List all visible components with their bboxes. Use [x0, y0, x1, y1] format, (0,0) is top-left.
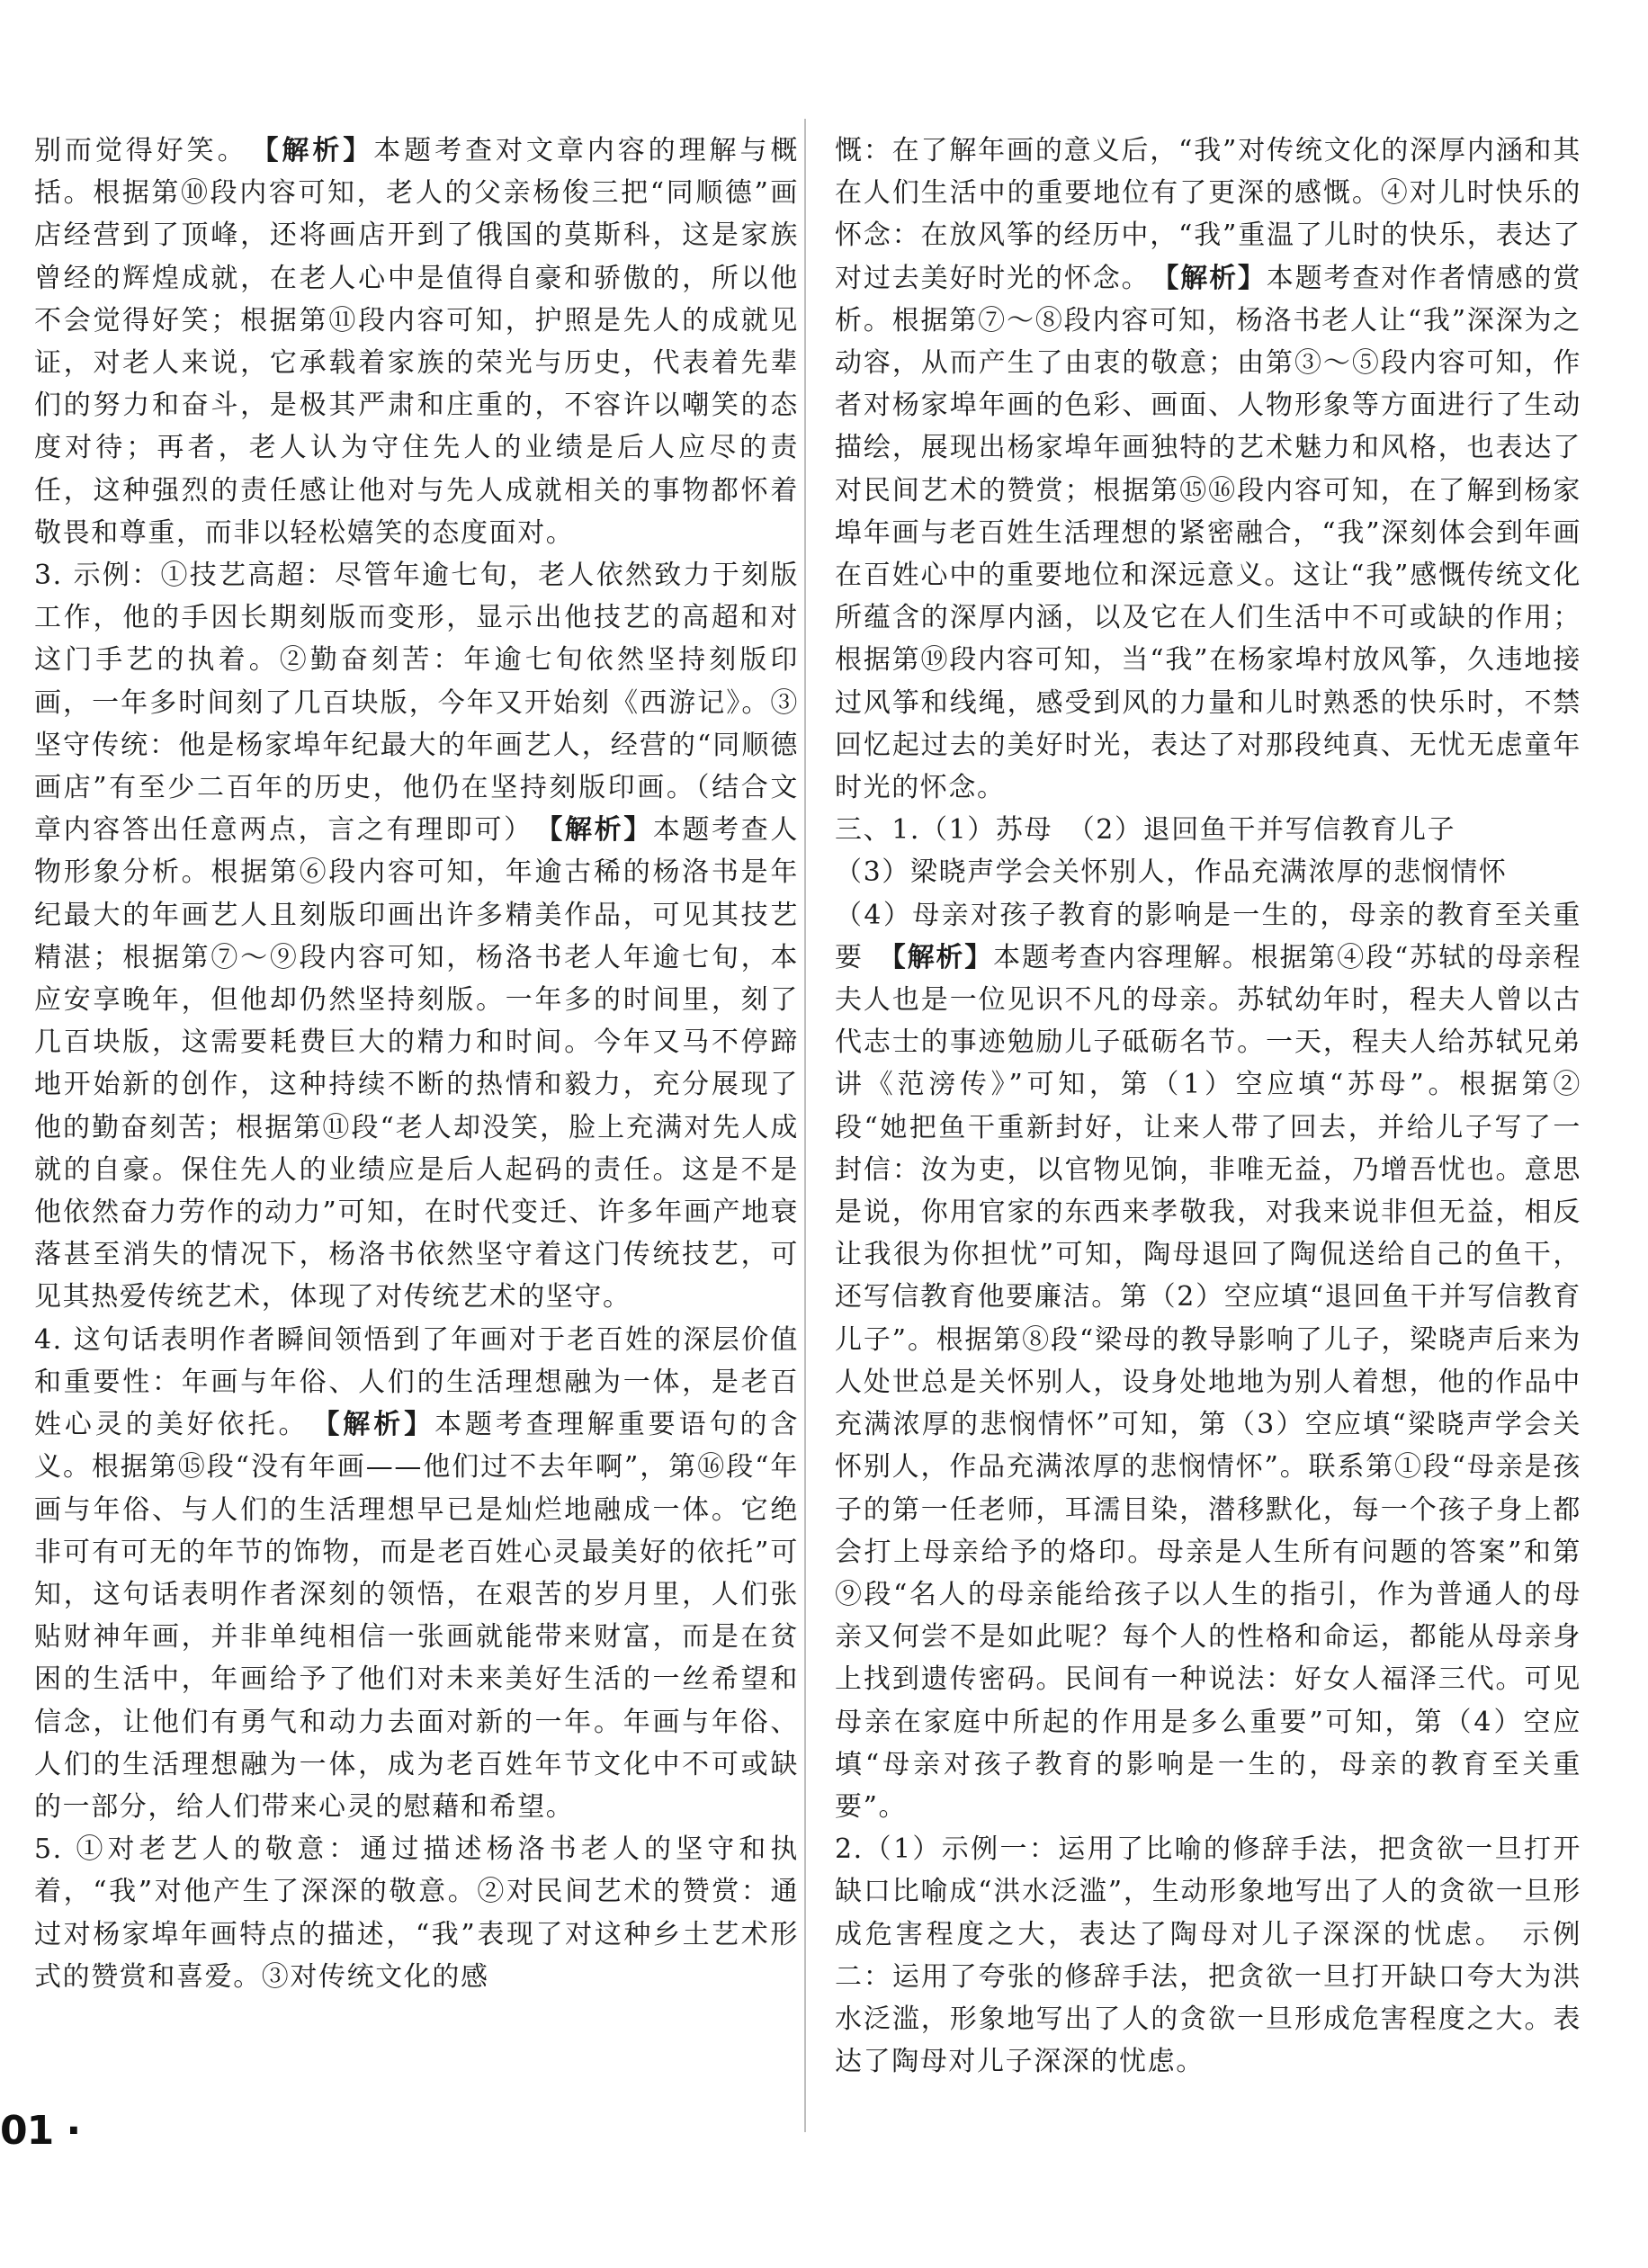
- answer-paragraph: 4. 这句话表明作者瞬间领悟到了年画对于老百姓的深层价值和重要性：年画与年俗、人们的生活理想融为一体，是老百姓心灵的美好依托。 【解析】本题考查理解重要语句的含义。根据第⑮段“没有年画——他们过不去年啊”，第⑯段“年画与年俗、与人们的生活理想早已是灿烂地融成一体。它绝非可有可无的年节的饰物，而是老百姓心灵最美好的依托”可知，这句话表明作者深刻的领悟，在艰苦的岁月里，人们张贴财神年画，并非单纯相信一张画就能带来财富，而是在贫困的生活中，年画给予了他们对未来美好生活的一丝希望和信念，让他们有勇气和动力去面对新的一年。年画与年俗、人们的生活理想融为一体，成为老百姓年节文化中不可或缺的一部分，给人们带来心灵的慰藉和希望。: [34, 1323, 799, 1823]
- answer-paragraph: 2.（1）示例一：运用了比喻的修辞手法，把贪欲一旦打开缺口比喻成“洪水泛滥”，生动形象地写出了人的贪欲一旦形成危害程度之大，表达了陶母对儿子深深的忧虑。 示例二：运用了夸张的修辞手法，把贪欲一旦打开缺口夸大为洪水泛滥，形象地写出了人的贪欲一旦形成危害程度之大。表达了陶母对儿子深深的忧虑。: [835, 1833, 1581, 2078]
- answer-paragraph: 别而觉得好笑。 【解析】本题考查对文章内容的理解与概括。根据第⑩段内容可知，老人的父亲杨俊三把“同顺德”画店经营到了顶峰，还将画店开到了俄国的莫斯科，这是家族曾经的辉煌成就，在老人心中是值得自豪和骄傲的，所以他不会觉得好笑；根据第⑪段内容可知，护照是先人的成就见证，对老人来说，它承载着家族的荣光与历史，代表着先辈们的努力和奋斗，是极其严肃和庄重的，不容许以嘲笑的态度对待；再者，老人认为守住先人的业绩是后人应尽的责任，这种强烈的责任感让他对与先人成就相关的事物都怀着敬畏和尊重，而非以轻松嬉笑的态度面对。: [34, 135, 799, 549]
- answer-paragraph: 慨：在了解年画的意义后，“我”对传统文化的深厚内涵和其在人们生活中的重要地位有了更深的感慨。④对儿时快乐的怀念：在放风筝的经历中，“我”重温了儿时的快乐，表达了对过去美好时光的怀念。 【解析】本题考查对作者情感的赏析。根据第⑦～⑧段内容可知，杨洛书老人让“我”深深为之动容，从而产生了由衷的敬意；由第③～⑤段内容可知，作者对杨家埠年画的色彩、画面、人物形象等方面进行了生动描绘，展现出杨家埠年画独特的艺术魅力和风格，也表达了对民间艺术的赞赏；根据第⑮⑯段内容可知，在了解到杨家埠年画与老百姓生活理想的紧密融合，“我”深刻体会到年画在百姓心中的重要地位和深远意义。这让“我”感慨传统文化所蕴含的深厚内涵，以及它在人们生活中不可或缺的作用；根据第⑲段内容可知，当“我”在杨家埠村放风筝，久违地接过风筝和线绳，感受到风的力量和儿时熟悉的快乐时，不禁回忆起过去的美好时光，表达了对那段纯真、无忧无虑童年时光的怀念。: [835, 135, 1581, 804]
- left-column: [34, 130, 799, 1998]
- analysis-tag: 【解析】: [891, 941, 994, 973]
- answer-paragraph: （3）梁晓声学会关怀别人，作品充满浓厚的悲悯情怀: [835, 856, 1508, 889]
- answer-paragraph: 5. ①对老艺人的敬意：通过描述杨洛书老人的坚守和执着，“我”对他产生了深深的敬意。②对民间艺术的赞赏：通过对杨家埠年画特点的描述，“我”表现了对这种乡土艺术形式的赞赏和喜爱。③对传统文化的感: [34, 1833, 799, 1993]
- answer-paragraph: （4）母亲对孩子教育的影响是一生的，母亲的教育至关重要 【解析】本题考查内容理解。根据第④段“苏轼的母亲程夫人也是一位见识不凡的母亲。苏轼幼年时，程夫人曾以古代志士的事迹勉励儿子砥砺名节。一天，程夫人给苏轼兄弟讲《范滂传》”可知，第（1）空应填“苏母”。根据第②段“她把鱼干重新封好，让来人带了回去，并给儿子写了一封信：汝为吏，以官物见饷，非唯无益，乃增吾忧也。意思是说，你用官家的东西来孝敬我，对我来说非但无益，相反让我很为你担忧”可知，陶母退回了陶侃送给自己的鱼干，还写信教育他要廉洁。第（2）空应填“退回鱼干并写信教育儿子”。根据第⑧段“梁母的教导影响了儿子，梁晓声后来为人处世总是关怀别人，设身处地地为别人着想，他的作品中充满浓厚的悲悯情怀”可知，第（3）空应填“梁晓声学会关怀别人，作品充满浓厚的悲悯情怀”。联系第①段“母亲是孩子的第一任老师，耳濡目染，潜移默化，每一个孩子身上都会打上母亲给予的烙印。母亲是人生所有问题的答案”和第⑨段“名人的母亲能给孩子以人生的指引，作为普通人的母亲又何尝不是如此呢？每个人的性格和命运，都能从母亲身上找到遗传密码。民间有一种说法：好女人福泽三代。可见母亲在家庭中所起的作用是多么重要”可知，第（4）空应填“母亲对孩子教育的影响是一生的，母亲的教育至关重要”。: [835, 899, 1581, 1823]
- right-column: [835, 130, 1581, 2083]
- column-divider: [804, 119, 806, 2132]
- analysis-tag: 【解析】: [549, 814, 653, 847]
- analysis-tag: 【解析】: [1165, 262, 1267, 294]
- analysis-tag: 【解析】: [326, 1409, 435, 1441]
- answer-paragraph: 3. 示例：①技艺高超：尽管年逾七旬，老人依然致力于刻版工作，他的手因长期刻版而变形，显示出他技艺的高超和对这门手艺的执着。②勤奋刻苦：年逾七旬依然坚持刻版印画，一年多时间刻了几百块版，今年又开始刻《西游记》。③坚守传统：他是杨家埠年纪最大的年画艺人，经营的“同顺德画店”有至少二百年的历史，他仍在坚持刻版印画。（结合文章内容答出任意两点，言之有理即可） 【解析】本题考查人物形象分析。根据第⑥段内容可知，年逾古稀的杨洛书是年纪最大的年画艺人且刻版印画出许多精美作品，可见其技艺精湛；根据第⑦～⑨段内容可知，杨洛书老人年逾七旬，本应安享晚年，但他却仍然坚持刻版。一年多的时间里，刻了几百块版，这需要耗费巨大的精力和时间。今年又马不停蹄地开始新的创作，这种持续不断的热情和毅力，充分展现了他的勤奋刻苦；根据第⑪段“老人却没笑，脸上充满对先人成就的自豪。保住先人的业绩应是后人起码的责任。这是不是他依然奋力劳作的动力”可知，在时代变迁、许多年画产地衰落甚至消失的情况下，杨洛书依然坚守着这门传统技艺，可见其热爱传统艺术，体现了对传统艺术的坚守。: [34, 560, 800, 1313]
- analysis-tag: 【解析】: [264, 135, 374, 166]
- page-number: 01 ·: [0, 2108, 81, 2154]
- answer-paragraph: 三、1.（1）苏母 （2）退回鱼干并写信教育儿子: [835, 814, 1456, 847]
